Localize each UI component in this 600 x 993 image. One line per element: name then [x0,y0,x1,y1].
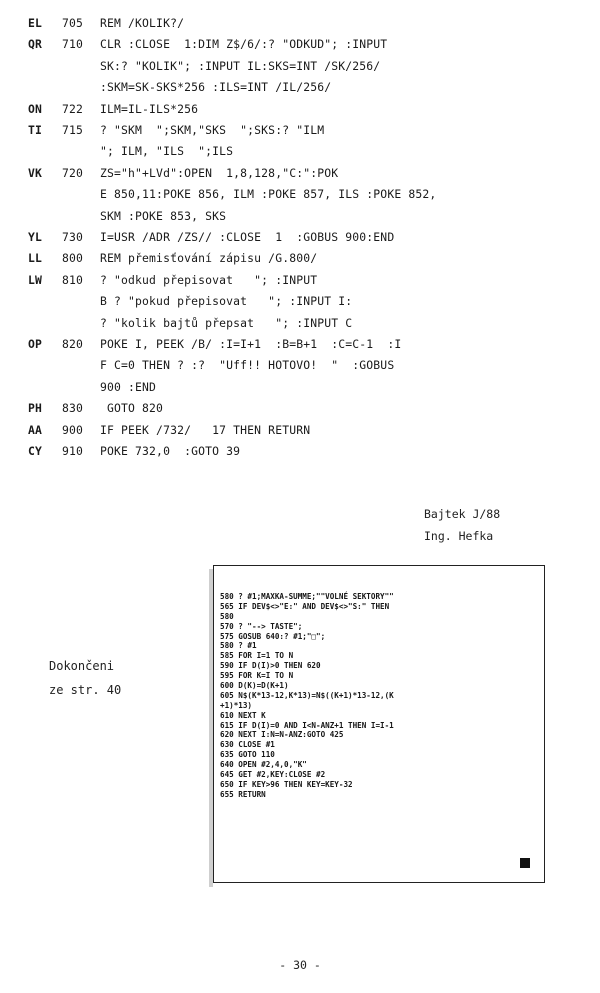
checksum-code: CY [28,444,43,458]
page-number: - 30 - [279,958,321,972]
checksum-code: VK [28,165,43,180]
listing-line [0,398,600,418]
statement-continuation: :SKM=SK-SKS*256 :ILS=INT /IL/256/ [100,80,332,95]
boxed-listing-line: 580 ? #1 [220,641,257,651]
boxed-listing-code [220,592,540,800]
listing-line [0,377,600,397]
line-number: 705 [62,16,84,30]
checksum-code: LW [28,272,43,287]
boxed-listing-line: 605 N$(K*13-12,K*13)=N$((K+1)*13-12,(K [220,690,394,700]
listing-line [0,206,600,226]
line-number: 900 [62,422,84,437]
boxed-listing-line: 600 D(K)=D(K+1) [220,681,289,691]
listing-line [0,441,600,461]
listing-line [0,120,600,140]
checksum-code: TI [28,123,43,137]
statement-text: ZS="h"+LVd":OPEN 1,8,128,"C:":POK [100,165,339,180]
line-number: 820 [62,337,84,351]
statement-continuation: ? "kolik bajtů přepsat "; :INPUT C [100,315,353,330]
boxed-listing-line: 590 IF D(I)>0 THEN 620 [220,661,321,671]
line-number: 730 [62,230,84,244]
boxed-listing-line: 570 ? "--> TASTE"; [220,621,303,631]
boxed-listing-line: 615 IF D(I)=0 AND I<N-ANZ+1 THEN I=I-1 [220,720,394,730]
statement-text: POKE I, PEEK /B/ :I=I+1 :B=B+1 :C=C-1 :I [100,337,402,351]
listing-line [0,34,600,54]
boxed-listing-line: 585 FOR I=1 TO N [220,651,294,661]
statement-continuation: F C=0 THEN ? :? "Uff!! HOTOVO! " :GOBUS [100,358,395,373]
boxed-listing-line: 635 GOTO 110 [220,750,275,760]
statement-continuation: B ? "pokud přepisovat "; :INPUT I: [100,294,353,309]
listing-line [0,355,600,375]
line-number: 715 [62,123,84,137]
checksum-code: LL [28,251,43,266]
listing-line [0,56,600,76]
statement-continuation: "; ILM, "ILS ";ILS [100,144,234,159]
listing-line [0,163,600,183]
checksum-code: EL [28,16,43,30]
boxed-listing-line: 565 IF DEV$<>"E:" AND DEV$<>"S:" THEN [220,601,390,611]
listing-line [0,99,600,119]
listing-line [0,334,600,354]
listing-line [0,248,600,268]
statement-continuation: 900 :END [100,379,157,394]
boxed-listing-line: 610 NEXT K [220,710,266,720]
boxed-listing-line: +1)*13) [220,700,253,710]
checksum-code: OP [28,337,43,351]
statement-text: ILM=IL-ILS*256 [100,101,199,116]
line-number: 710 [62,37,84,52]
boxed-listing-line: 640 OPEN #2,4,0,"K" [220,760,307,770]
listing-line [0,184,600,204]
boxed-listing-line: 575 GOSUB 640:? #1;"□"; [220,631,326,641]
boxed-listing-line: 655 RETURN [220,789,266,799]
listing-line [0,227,600,247]
statement-continuation: SK:? "KOLIK"; :INPUT IL:SKS=INT /SK/256/ [100,58,381,73]
listing-line [0,291,600,311]
boxed-listing-line: 620 NEXT I:N=N-ANZ:GOTO 425 [220,730,344,740]
boxed-listing-line: 595 FOR K=I TO N [220,671,294,681]
statement-text: ? "SKM ";SKM,"SKS ";SKS:? "ILM [100,123,325,137]
end-square-mark [520,858,530,868]
statement-text: REM /KOLIK?/ [100,16,185,30]
checksum-code: AA [28,422,43,437]
statement-text: REM přemisťování zápisu /G.800/ [100,251,318,266]
checksum-code: ON [28,101,43,116]
continuation-note-line2: ze str. 40 [49,683,122,697]
boxed-listing [213,565,545,883]
boxed-listing-line: 580 ? #1;MAXKA-SUMME;""VOLNÉ SEKTORY"" [220,592,394,601]
checksum-code: YL [28,230,43,244]
boxed-listing-line: 630 CLOSE #1 [220,740,275,750]
statement-text: IF PEEK /732/ 17 THEN RETURN [100,422,311,437]
boxed-listing-line: 650 IF KEY>96 THEN KEY=KEY-32 [220,779,353,789]
statement-text: CLR :CLOSE 1:DIM Z$/6/:? "ODKUD"; :INPUT [100,37,388,52]
signature-source: Bajtek J/88 [424,507,501,521]
line-number: 722 [62,101,84,116]
listing-line [0,313,600,333]
listing-line [0,13,600,33]
statement-text: I=USR /ADR /ZS// :CLOSE 1 :GOBUS 900:END [100,230,395,244]
line-number: 830 [62,401,84,416]
statement-text: POKE 732,0 :GOTO 39 [100,444,241,458]
listing-line [0,420,600,440]
statement-text: GOTO 820 [100,401,164,416]
listing-line [0,270,600,290]
line-number: 810 [62,272,84,287]
line-number: 910 [62,444,84,458]
line-number: 720 [62,165,84,180]
boxed-listing-line: 645 GET #2,KEY:CLOSE #2 [220,770,326,780]
statement-text: ? "odkud přepisovat "; :INPUT [100,272,318,287]
checksum-code: QR [28,37,43,52]
listing-line [0,141,600,161]
signature-author: Ing. Hefka [424,529,494,543]
continuation-note-line1: Dokončeni [49,659,115,673]
line-number: 800 [62,251,84,266]
statement-continuation: E 850,11:POKE 856, ILM :POKE 857, ILS :POKE 852, [100,187,437,202]
listing-line [0,77,600,97]
boxed-listing-line: 580 [220,611,234,621]
statement-continuation: SKM :POKE 853, SKS [100,208,227,223]
checksum-code: PH [28,401,43,416]
